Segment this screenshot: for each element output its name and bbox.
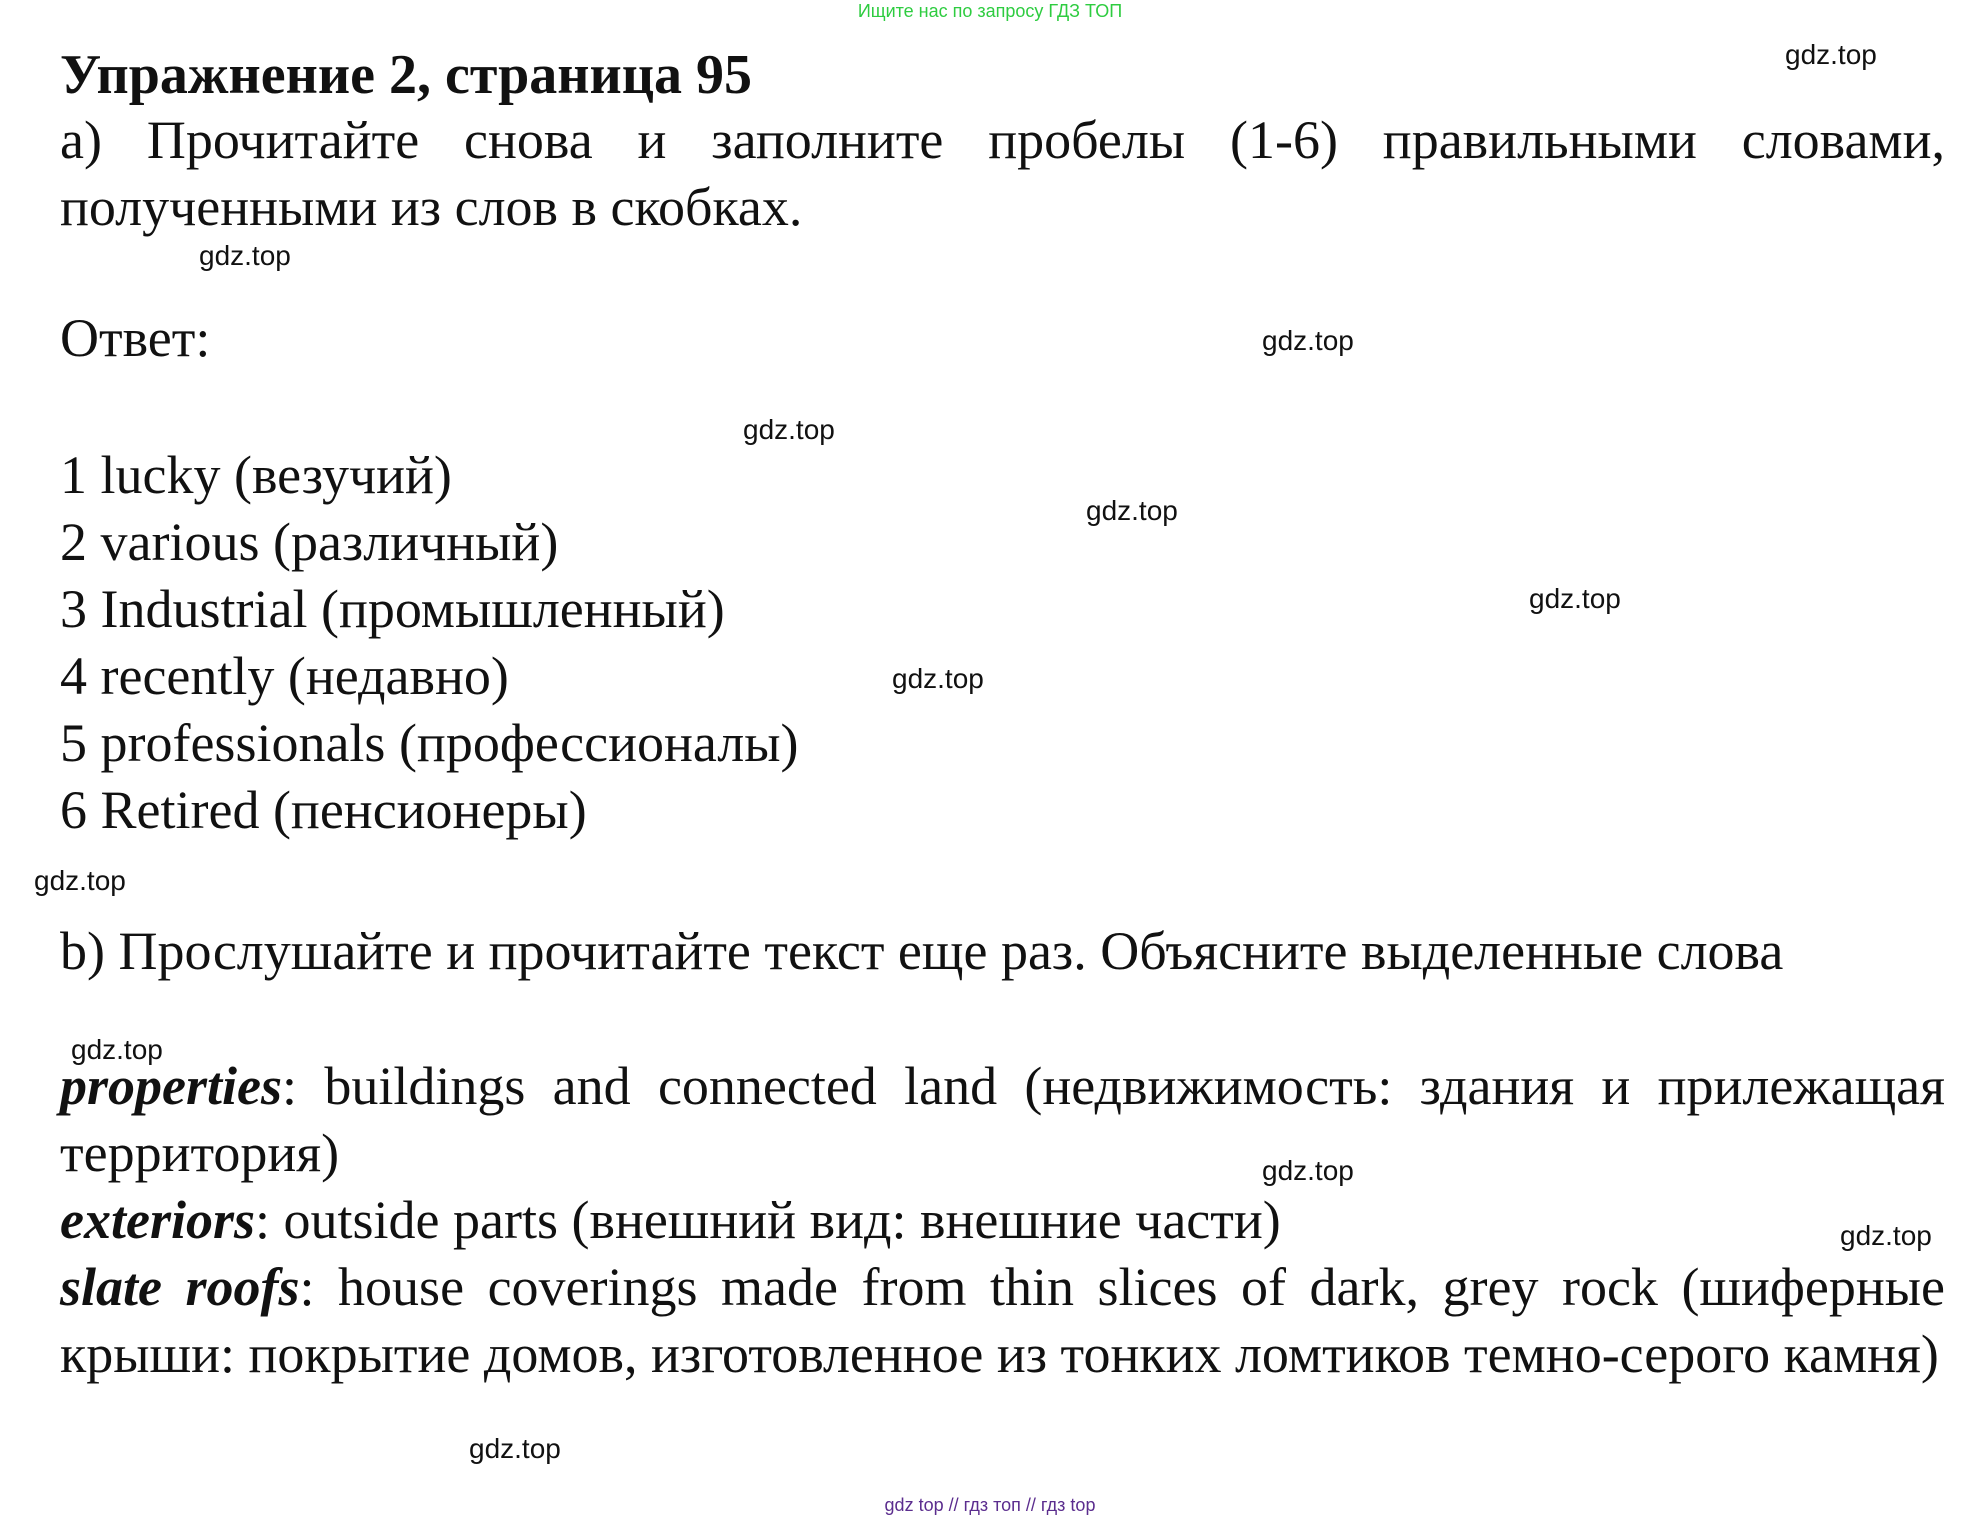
definitions bbox=[60, 1053, 1945, 1388]
answer-item-2: 2 various (различный) bbox=[60, 512, 559, 572]
definition-term: slate roofs bbox=[60, 1257, 300, 1317]
page-title: Упражнение 2, страница 95 bbox=[60, 44, 753, 106]
definition-text: : outside parts (внешний вид: внешние части) bbox=[255, 1190, 1281, 1250]
watermark: gdz.top bbox=[1262, 325, 1354, 356]
top-banner[interactable]: Ищите нас по запросу ГДЗ ТОП bbox=[857, 1, 1123, 21]
definition-term: exteriors bbox=[60, 1190, 255, 1250]
watermark: gdz.top bbox=[1840, 1220, 1932, 1251]
watermark: gdz.top bbox=[34, 865, 126, 896]
answer-item-4: 4 recently (недавно) bbox=[60, 646, 509, 706]
watermark: gdz.top bbox=[469, 1433, 561, 1464]
bottom-banner[interactable]: gdz top // гдз топ // гдз top bbox=[884, 1495, 1096, 1515]
answer-item-6: 6 Retired (пенсионеры) bbox=[60, 780, 587, 840]
definition-properties bbox=[60, 1053, 1945, 1187]
watermark: gdz.top bbox=[892, 663, 984, 694]
definition-text: : house coverings made from thin slices of dark, grey rock (шиферные крыши: покрытие домов, изготовленное из тонких ломтиков темно-серого камня) bbox=[60, 1257, 1946, 1384]
task-b-instruction: b) Прослушайте и прочитайте текст еще раз. Объясните выделенные слова bbox=[60, 921, 1784, 981]
answer-label: Ответ: bbox=[60, 308, 211, 368]
answer-item-5: 5 professionals (профессионалы) bbox=[60, 713, 799, 773]
answer-item-1: 1 lucky (везучий) bbox=[60, 445, 452, 505]
definition-exteriors bbox=[60, 1187, 1945, 1254]
watermark: gdz.top bbox=[1785, 39, 1877, 70]
answer-list bbox=[60, 442, 799, 844]
definition-text: : buildings and connected land (недвижимость: здания и прилежащая территория) bbox=[60, 1056, 1945, 1183]
watermark: gdz.top bbox=[1529, 583, 1621, 614]
task-a-instruction: a) Прочитайте снова и заполните пробелы (1-6) правильными словами, полученными из слов в скобках. bbox=[60, 110, 1945, 237]
answer-item-3: 3 Industrial (промышленный) bbox=[60, 579, 725, 639]
watermark: gdz.top bbox=[1086, 495, 1178, 526]
watermark: gdz.top bbox=[1262, 1155, 1354, 1186]
watermark: gdz.top bbox=[743, 414, 835, 445]
watermark: gdz.top bbox=[71, 1034, 163, 1065]
watermark: gdz.top bbox=[199, 240, 291, 271]
definition-slate-roofs bbox=[60, 1254, 1945, 1388]
definition-term: properties bbox=[60, 1056, 282, 1116]
